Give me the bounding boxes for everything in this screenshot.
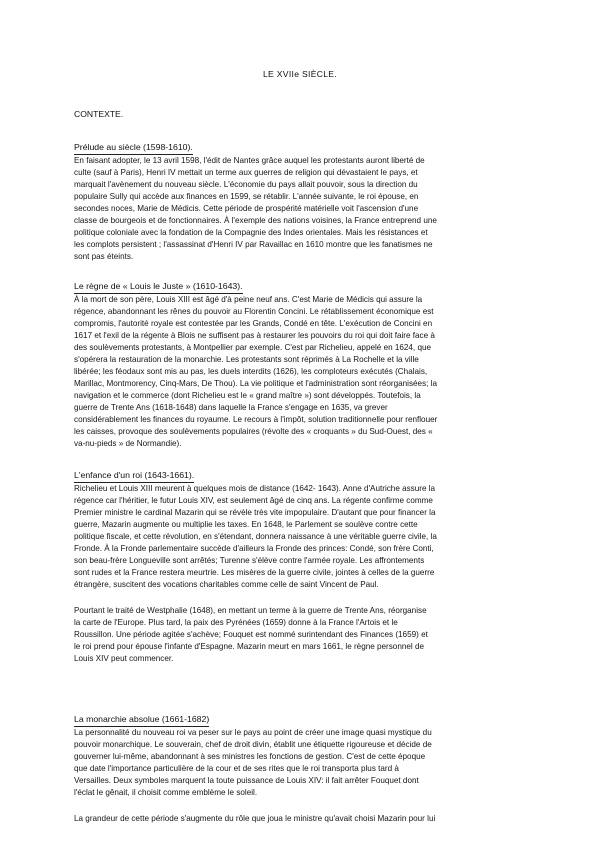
text-line: s'opérera la restauration de la monarchie. Les protestants sont réprimés à La Rochelle et la ville xyxy=(74,355,419,364)
section-heading: Prélude au siècle (1598-1610). xyxy=(74,142,193,155)
text-line: sont rudes et la France restera meurtrie. Les misères de la guerre civile, jointes à celles de la guerre xyxy=(74,568,435,577)
text-line: étrangère, suscitent des vocations charitables comme celle de saint Vincent de Paul. xyxy=(74,580,379,589)
text-line: politique fiscale, et cette révolution, en s'étendant, donnera naissance à une véritable guerre civile, la xyxy=(74,532,437,541)
text-line: culte (sauf à Paris), Henri IV mettait un terme aux guerres de religion qui dévastaient le pays, et xyxy=(74,168,418,177)
section-paragraph xyxy=(74,813,529,825)
context-label: CONTEXTE. xyxy=(74,109,124,119)
text-line: 1617 et l'exil de la régente à Blois ne suffisent pas à restaurer les pouvoirs du roi qui doit faire face à xyxy=(74,331,435,340)
text-line: La grandeur de cette période s'augmente du rôle que joua le ministre qu'avait choisi Mazarin pour lui xyxy=(74,814,436,823)
text-line: libérée; les féodaux sont mis au pas, les duels interdits (1626), les comploteurs exécutés (Chalais, xyxy=(74,367,428,376)
section-heading: La monarchie absolue (1661-1682) xyxy=(74,714,209,727)
section-paragraph xyxy=(74,483,529,591)
text-line: Louis XIV peut commencer. xyxy=(74,654,174,663)
text-line: les complots persistent ; l'assassinat d'Henri IV par Ravaillac en 1610 montre que les fanatismes ne xyxy=(74,240,433,249)
section-paragraph xyxy=(74,294,529,450)
text-line: politique coloniale avec la fondation de la Compagnie des Indes orientales. Mais les résistances et xyxy=(74,228,428,237)
text-line: La personnalité du nouveau roi va peser sur le pays au point de créer une image quasi mystique du xyxy=(74,728,432,737)
text-line: Roussillon. Une période agitée s'achève; Fouquet est nommé surintendant des Finances (1659) et xyxy=(74,630,428,639)
section-paragraph xyxy=(74,155,529,263)
section-enfance-roi xyxy=(74,465,529,665)
text-line: considérablement les finances du royaume. Le recours à l'impôt, solution traditionnelle pour renflouer xyxy=(74,415,438,424)
text-line: régence, abandonnant les rênes du pouvoir au Florentin Concini. Le rétablissement économique est xyxy=(74,307,434,316)
text-line: À la mort de son père, Louis XIII est âgé d'à peine neuf ans. C'est Marie de Médicis qui assure la xyxy=(74,295,423,304)
text-line: Versailles. Deux symboles marquent la toute puissance de Louis XIV: il fait arrêter Fouquet dont xyxy=(74,776,419,785)
section-heading: Le règne de « Louis le Juste » (1610-1643). xyxy=(74,281,243,294)
text-line: Pourtant le traité de Westphalie (1648), en mettant un terme à la guerre de Trente Ans, réorganise xyxy=(74,606,427,615)
text-line: gouverner lui-même, abandonnant à ses ministres les fonctions de gestion. C'est de cette époque xyxy=(74,752,426,761)
text-line: Premier ministre le cardinal Mazarin qui se révèle très vite impopulaire. D'autant que pour financer la xyxy=(74,508,436,517)
text-line: compromis, l'autorité royale est contestée par les Grands, Condé en tête. L'exécution de Concini en xyxy=(74,319,433,328)
text-line: pouvoir monarchique. Le souverain, chef de droit divin, établit une étiquette rigoureuse et décide de xyxy=(74,740,432,749)
text-line: Marillac, Montmorency, Cinq-Mars, De Thou). La vie politique et l'administration sont réorganisées; la xyxy=(74,379,437,388)
text-line: marquait l'avènement du nouveau siècle. L'économie du pays allait pouvoir, sous la direction du xyxy=(74,180,418,189)
text-line: régence car l'héritier, le futur Louis XIV, est seulement âgé de cinq ans. La régente confirme comme xyxy=(74,496,433,505)
text-line: navigation et le commerce (dont Richelieu est le « grand maître ») sont développés. Toutefois, la xyxy=(74,391,421,400)
text-line: des soulèvements protestants, à Montpellier par exemple. C'est par Richelieu, appelé en 1624, que xyxy=(74,343,432,352)
text-line: le roi prend pour épouse l'infante d'Espagne. Mazarin meurt en mars 1661, le règne personnel de xyxy=(74,642,424,651)
section-louis-le-juste xyxy=(74,276,529,450)
text-line: guerre, Mazarin augmente ou multiplie les taxes. En 1648, le Parlement se soulève contre cette xyxy=(74,520,418,529)
text-line: En faisant adopter, le 13 avril 1598, l'édit de Nantes grâce auquel les protestants auront liberté de xyxy=(74,156,425,165)
text-line: sont pas éteints. xyxy=(74,252,134,261)
section-prelude xyxy=(74,137,529,263)
section-paragraph xyxy=(74,605,529,665)
section-paragraph xyxy=(74,727,529,799)
text-line: guerre de Trente Ans (1618-1648) dans laquelle la France s'engage en 1635, va grever xyxy=(74,403,388,412)
text-line: que date l'importance particulière de la cour et de ses rites que le roi transporta plus tard à xyxy=(74,764,399,773)
section-heading: L'enfance d'un roi (1643-1661). xyxy=(74,470,194,483)
section-monarchie-absolue xyxy=(74,709,529,825)
text-line: va-nu-pieds » de Normandie). xyxy=(74,439,182,448)
text-line: populaire Sully qui accède aux finances en 1599, se rétablir. L'année suivante, le roi épouse, en xyxy=(74,192,419,201)
text-line: Richelieu et Louis XIII meurent à quelques mois de distance (1642- 1643). Anne d'Autriche assure la xyxy=(74,484,436,493)
text-line: Fronde. À la Fronde parlementaire succède d'ailleurs la Fronde des princes: Condé, son frère Conti, xyxy=(74,544,434,553)
text-line: l'éclat le gênait, il choisit comme emblème le soleil. xyxy=(74,788,258,797)
text-line: la carte de l'Europe. Plus tard, la paix des Pyrénées (1659) donne à la France l'Artois et le xyxy=(74,618,398,627)
text-line: les caisses, provoque des soulèvements populaires (révolte des « croquants » du Sud-Ouest, des « xyxy=(74,427,433,436)
text-line: son beau-frère Longueville sont arrêtés; Turenne s'élève contre l'armée royale. Les affrontements xyxy=(74,556,425,565)
document-title: LE XVIIe SIÈCLE. xyxy=(262,69,338,79)
text-line: secondes noces, Marie de Médicis. Cette période de prospérité matérielle voit l'ascension d'une xyxy=(74,204,419,213)
text-line: classe de bourgeois et de fonctionnaires. À l'exemple des nations voisines, la France entreprend une xyxy=(74,216,437,225)
